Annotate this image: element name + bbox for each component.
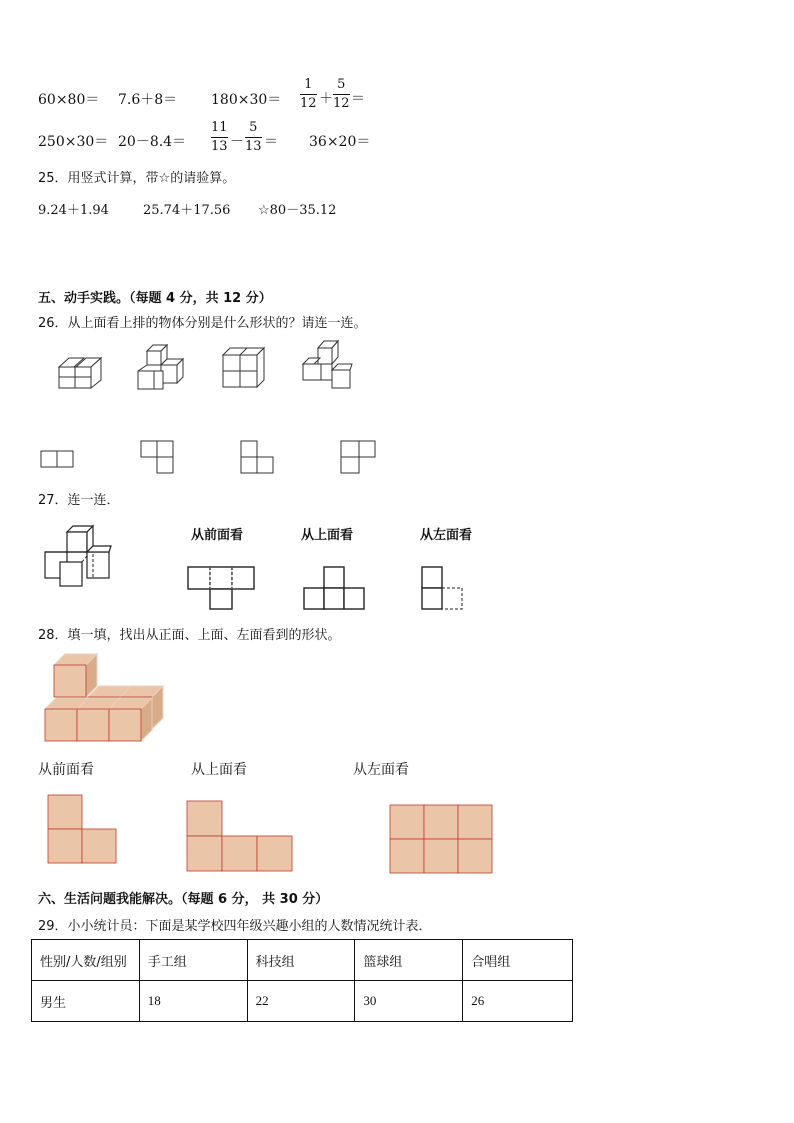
table-header-cell: 科技组 bbox=[247, 940, 355, 981]
section-6-title: 六、生活问题我能解决。（每题 6 分， 共 30 分） bbox=[38, 892, 329, 907]
colored-cube-figure bbox=[42, 653, 172, 747]
table-header-cell: 手工组 bbox=[139, 940, 247, 981]
question-29-title: 29．小小统计员：下面是某学校四年级兴趣小组的人数情况统计表． bbox=[38, 919, 432, 934]
left-view-cell bbox=[390, 805, 424, 839]
cube-figure-4 bbox=[300, 338, 355, 393]
front-view-cell bbox=[82, 829, 116, 863]
table-cell: 30 bbox=[355, 981, 463, 1022]
calc-item: 180×30＝ bbox=[211, 92, 282, 108]
cube-stack-figure bbox=[42, 524, 114, 590]
top-view-cell bbox=[257, 836, 292, 871]
cube-front-face bbox=[77, 709, 109, 741]
top-view-shape-4 bbox=[340, 440, 378, 476]
table-header-cell: 篮球组 bbox=[355, 940, 463, 981]
left-view-colored-shape bbox=[389, 804, 497, 874]
view-label-top: 从上面看 bbox=[191, 762, 247, 778]
question-28-title: 28．填一填，找出从正面、上面、左面看到的形状。 bbox=[38, 628, 341, 643]
front-view-cell bbox=[48, 829, 82, 863]
top-view-cell bbox=[187, 801, 222, 836]
left-view-cell bbox=[390, 839, 424, 873]
table-cell: 22 bbox=[247, 981, 355, 1022]
top-view-colored-shape bbox=[186, 800, 294, 874]
view-label-left: 从左面看 bbox=[420, 528, 473, 543]
cube-front-face bbox=[54, 665, 86, 697]
table-cell: 26 bbox=[463, 981, 573, 1022]
view-label-front: 从前面看 bbox=[191, 528, 244, 543]
view-label-front: 从前面看 bbox=[38, 762, 94, 778]
top-view-shape bbox=[303, 566, 369, 612]
vertical-calc-item: 9.24＋1.94 bbox=[38, 203, 109, 218]
top-view-cell bbox=[222, 836, 257, 871]
top-view-cell bbox=[187, 836, 222, 871]
cube-front-face bbox=[109, 709, 141, 741]
view-label-left: 从左面看 bbox=[353, 762, 409, 778]
cube-front-face bbox=[45, 709, 77, 741]
question-25-title: 25．用竖式计算，带☆的请验算。 bbox=[38, 171, 236, 186]
left-view-cell bbox=[424, 805, 458, 839]
calc-item: 60×80＝ bbox=[38, 92, 100, 108]
top-view-shape-2 bbox=[140, 440, 176, 476]
table-header-cell: 合唱组 bbox=[463, 940, 573, 981]
left-view-cell bbox=[424, 839, 458, 873]
vertical-calc-item: 25.74＋17.56 bbox=[143, 203, 231, 218]
table-cell: 18 bbox=[139, 981, 247, 1022]
front-view-colored-shape bbox=[47, 794, 119, 872]
question-26-title: 26．从上面看上排的物体分别是什么形状的？请连一连。 bbox=[38, 316, 367, 331]
cube-figure-1 bbox=[56, 356, 106, 392]
table-cell: 男生 bbox=[32, 981, 140, 1022]
left-view-cell bbox=[458, 805, 492, 839]
left-view-cell bbox=[458, 839, 492, 873]
calc-item: 7.6＋8＝ bbox=[118, 92, 178, 108]
left-view-shape bbox=[421, 566, 467, 612]
section-5-title: 五、动手实践。（每题 4 分，共 12 分） bbox=[38, 291, 272, 306]
top-view-shape-1 bbox=[40, 450, 76, 470]
table-row bbox=[32, 981, 573, 1022]
cube-figure-3 bbox=[220, 345, 270, 390]
statistics-table bbox=[31, 939, 573, 1022]
cube-figure-2 bbox=[135, 343, 190, 393]
front-view-shape bbox=[187, 566, 262, 612]
view-label-top: 从上面看 bbox=[301, 528, 354, 543]
table-header-cell: 性别/人数/组别 bbox=[32, 940, 140, 981]
top-view-shape-3 bbox=[240, 440, 276, 476]
calc-item: 36×20＝ bbox=[309, 134, 371, 150]
front-view-cell bbox=[48, 795, 82, 829]
vertical-calc-item: ☆80－35.12 bbox=[258, 203, 337, 218]
table-header-row bbox=[32, 940, 573, 981]
calc-item: 20－8.4＝ bbox=[118, 134, 187, 150]
calc-item: 250×30＝ bbox=[38, 134, 109, 150]
question-27-title: 27．连一连． bbox=[38, 493, 120, 508]
